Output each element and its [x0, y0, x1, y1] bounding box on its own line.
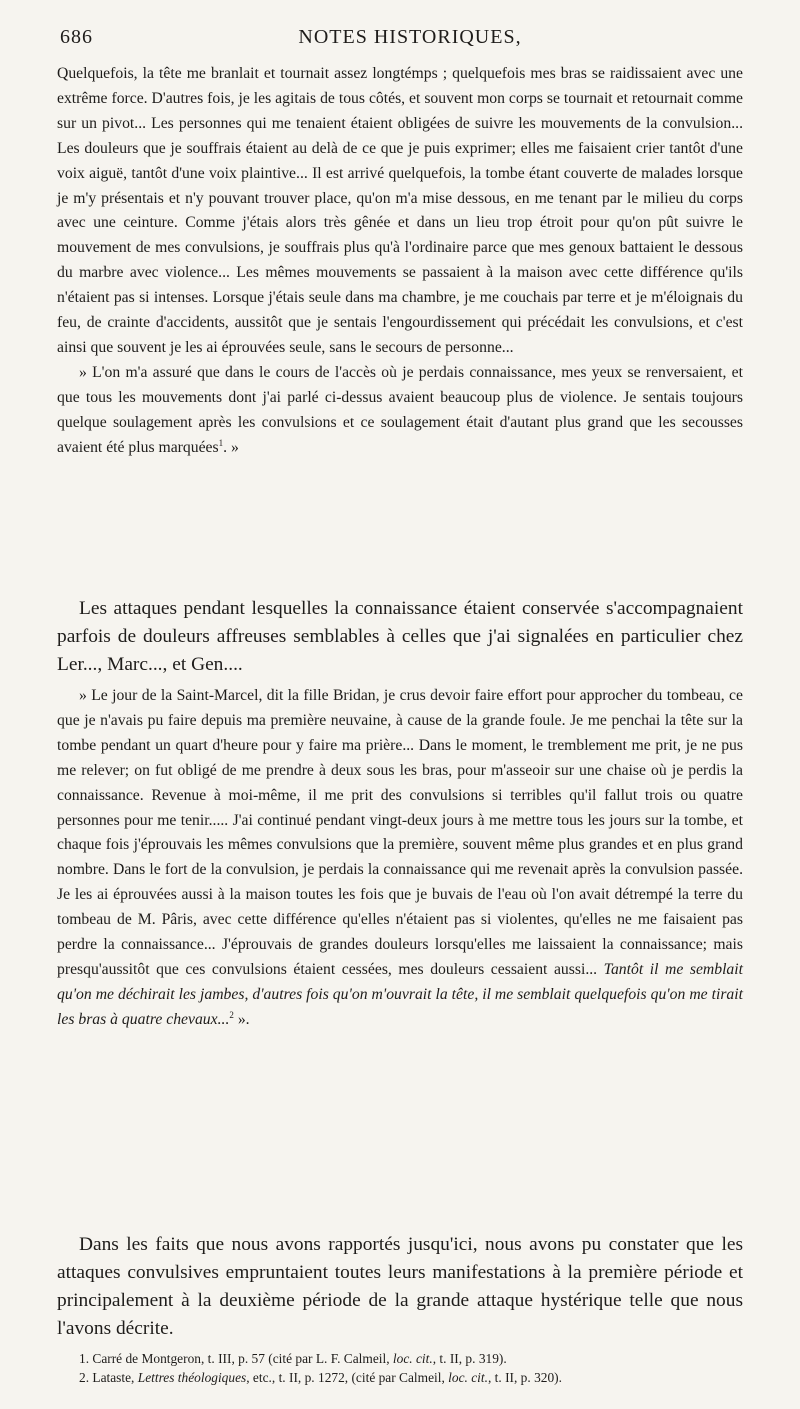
quote-paragraph: » L'on m'a assuré que dans le cours de l'accès où je perdais connaissance, mes yeux se renversaient, et que tous les mouvements dont j'ai parlé ci-dessus avaient beaucoup plus de violence. Je sentais toujours quelque soulagement après les convulsions et ce soulagement était d'autant plus grand que les secousses avaient été plus marquées$^1$. »: [57, 363, 743, 456]
running-header: [60, 26, 760, 56]
quote-block-1: [57, 62, 743, 461]
quote-paragraph: Quelquefois, la tête me branlait et tournait assez longtémps ; quelquefois mes bras se raidissaient avec une extrême force. D'autres fois, je les agitais de tous côtés, et souvent mon corps se tournait et retournait comme sur un pivot... Les personnes qui me tenaient étaient obligées de suivre les mouvements de la convulsion... Les douleurs que je souffrais étaient au delà de ce que je puis exprimer; elles me faisaient crier tantôt d'une voix aiguë, tantôt d'une voix plaintive... Il est arrivé quelquefois, la tombe étant couverte de malades lorsque je m'y présentais et n'y pouvant trouver place, qu'on m'a mise dessous, en me tenant par le milieu du corps avec une ceinture. Comme j'étais alors très gênée et dans un lieu trop étroit pour qu'on pût suivre le mouvement de mes convulsions, je souffrais plus qu'à l'ordinaire parce que mes genoux battaient le dessous du marbre avec violence... Les mêmes mouvements se passaient à la maison avec cette différence qu'ils n'étaient pas si intenses. Lorsque j'étais seule dans ma chambre, je me couchais par terre et je m'éloignais du feu, de crainte d'accidents, aussitôt que je sentais l'engourdissement qui précédait les convulsions, et c'est ainsi que souvent je les ai éprouvées seule, sans le secours de personne...: [57, 65, 743, 356]
footnotes: [57, 1350, 743, 1387]
footnote-2: 2. Lataste, Lettres théologiques, etc., t. II, p. 1272, (cité par Calmeil, loc. cit., t. II, p. 320).: [79, 1369, 562, 1385]
body-paragraph: Dans les faits que nous avons rapportés jusqu'ici, nous avons pu constater que les attaques convulsives empruntaient toutes leurs manifestations à la première période et principalement à la deuxième période de la grande attaque hystérique telle que nous l'avons décrite.: [57, 1234, 743, 1339]
quote-paragraph: » Le jour de la Saint-Marcel, dit la fille Bridan, je crus devoir faire effort pour approcher du tombeau, ce que je n'avais pu faire depuis ma première neuvaine, à cause de la grande foule. Je me penchai la tête sur la tombe pendant un quart d'heure pour y faire ma prière... Dans le moment, le tremblement me prit, je ne pus me relever; on fut obligé de me prendre à deux sous les bras, pour m'asseoir sur une chaise où je perdis la connaissance. Revenue à moi-même, il me prit des convulsions si terribles qu'il fallut trois ou quatre personnes pour me tenir..... J'ai continué pendant vingt-deux jours à me mettre tous les jours sur la tombe, et chaque fois j'éprouvais les mêmes convulsions que la première, souvent même plus grandes et en plus grand nombre. Dans le fort de la convulsion, je perdais la connaissance qui me revenait après la convulsion passée. Je les ai éprouvées aussi à la maison toutes les fois que je buvais de l'eau où l'on avait détrempé la terre du tombeau de M. Pâris, avec cette différence qu'elles n'étaient pas si violentes, qu'elles ne me faisaient pas perdre la connaissance... J'éprouvais de grandes douleurs lorsqu'elles me laissaient la connaissance; mais presqu'aussitôt que ces convulsions étaient cessées, mes douleurs cessaient aussi... Tantôt il me semblait qu'on me déchirait les jambes, d'autres fois qu'on m'ouvrait la tête, il me semblait quelquefois qu'on me tirait les bras à quatre chevaux...$^2$ ».: [57, 687, 743, 1028]
page-number: 686: [60, 26, 93, 48]
quote-italic: Tantôt il me semblait qu'on me déchirait les jambes, d'autres fois qu'on m'ouvrait la tête, il me semblait quelquefois qu'on me tirait les bras à quatre chevaux...: [57, 960, 743, 1028]
footnote-ref-2: 2: [229, 1009, 234, 1020]
body-paragraph-2: [57, 1231, 743, 1343]
footnote-1: 1. Carré de Montgeron, t. III, p. 57 (cité par L. F. Calmeil, loc. cit., t. II, p. 319).: [79, 1351, 507, 1366]
body-paragraph: Les attaques pendant lesquelles la connaissance étaient conservée s'accompagnaient parfois de douleurs affreuses semblables à celles que j'ai signalées en particulier chez Ler..., Marc..., et Gen....: [57, 598, 743, 675]
body-paragraph-1: [57, 595, 743, 679]
footnote-ref-1: 1: [218, 437, 224, 448]
quote-block-2: [57, 684, 743, 1033]
running-title: NOTES HISTORIQUES,: [298, 26, 522, 48]
